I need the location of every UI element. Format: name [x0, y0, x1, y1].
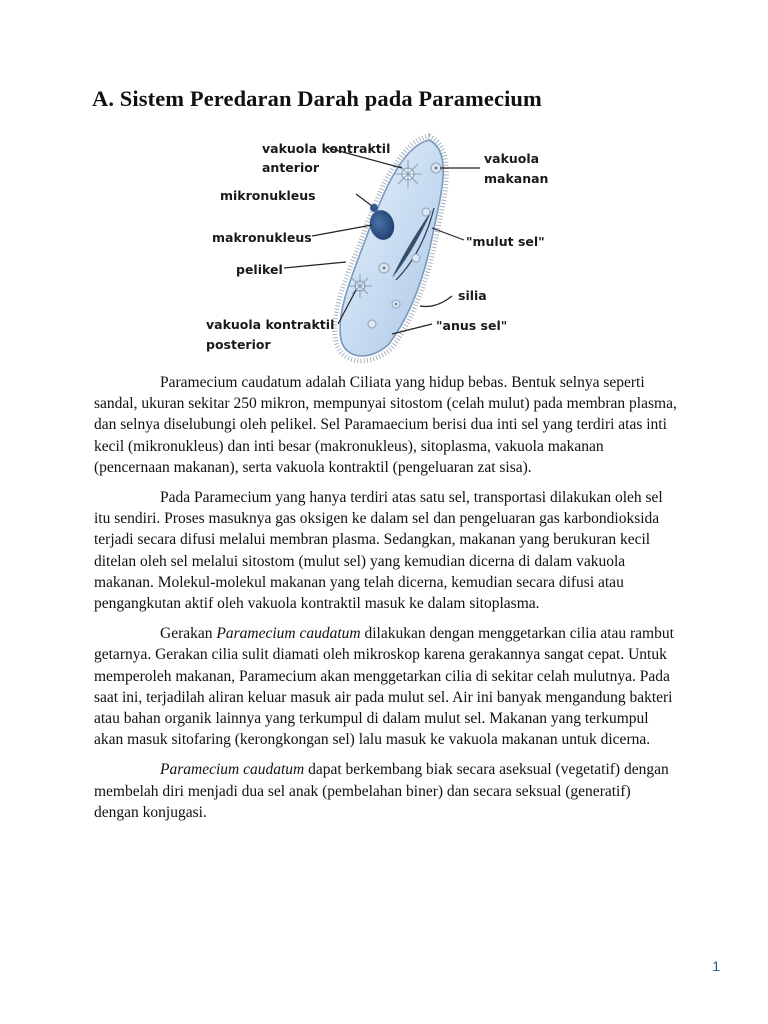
label-vakuola-kontraktil-anterior: vakuola kontraktil	[262, 141, 391, 156]
paragraph-1: Paramecium caudatum adalah Ciliata yang hidup bebas. Bentuk selnya seperti sandal, ukuran sekitar 250 mikron, mempunyai sitostom (celah mulut) pada membran plasma, dan selnya diselubungi oleh pelikel. Sel Paramaecium berisi dua inti sel yang terdiri atas inti kecil (mikronukleus) dan inti besar (makronukleus), sitoplasma, vakuola makanan (pencernaan makanan), serta vakuola kontraktil (pengeluaran zat sisa).	[94, 374, 677, 476]
species-name-italic-2: Paramecium caudatum	[160, 761, 305, 779]
paragraph-4	[94, 759, 678, 823]
paragraph-2: Pada Paramecium yang hanya terdiri atas satu sel, transportasi dilakukan oleh sel itu sendiri. Proses masuknya gas oksigen ke dalam sel dan pengeluaran gas karbondioksida terjadi secara difusi melalui membran plasma. Sedangkan, makanan yang berukuran kecil ditelan oleh sel melalui sitostom (mulut sel) yang kemudian dicerna di dalam vakuola makanan. Molekul-molekul makanan yang telah dicerna, kemudian secara difusi atau pengangkutan aktif oleh vakuola kontraktil masuk ke dalam sitoplasma.	[94, 489, 663, 613]
label-posterior: posterior	[206, 337, 271, 352]
label-anus-sel: "anus sel"	[436, 318, 508, 333]
label-mikronukleus: mikronukleus	[220, 188, 316, 203]
paragraph-3-start: Gerakan	[160, 625, 217, 643]
paramecium-figure	[196, 128, 586, 370]
label-makanan: makanan	[484, 171, 549, 186]
label-vakuola: vakuola	[484, 151, 540, 166]
label-vakuola-kontraktil-posterior: vakuola kontraktil	[206, 317, 335, 332]
label-anterior: anterior	[262, 160, 319, 175]
label-mulut-sel: "mulut sel"	[466, 234, 545, 249]
paragraph-4-rest: dapat berkembang biak secara aseksual (vegetatif) dengan membelah diri menjadi dua sel anak (pembelahan biner) dan secara seksual (generatif) dengan konjugasi.	[94, 761, 669, 821]
label-makronukleus: makronukleus	[212, 230, 312, 245]
page-title: A. Sistem Peredaran Darah pada Paramecium	[92, 86, 542, 111]
body-text	[94, 372, 678, 832]
contractile-vacuole-anterior	[394, 160, 422, 188]
paragraph-3-rest: dilakukan dengan menggetarkan cilia atau rambut getarnya. Gerakan cilia sulit diamati oleh mikroskop karena gerakannya sangat cepat. Untuk memperoleh makanan, Paramecium akan menggetarkan cilia di sekitar celah mulutnya. Pada saat ini, terjadilah aliran keluar masuk air pada mulut sel. Air ini banyak mengandung bakteri atau bahan organik lainnya yang terkumpul di dalam mulut sel. Makanan yang terkumpul akan masuk sitofaring (kerongkongan sel) lalu masuk ke vakuola makanan untuk dicerna.	[94, 625, 674, 749]
label-pelikel: pelikel	[236, 262, 283, 277]
species-name-italic: Paramecium caudatum	[216, 625, 361, 643]
page-number: 1	[712, 958, 720, 974]
paragraph-3	[94, 623, 678, 750]
label-silia: silia	[458, 288, 487, 303]
